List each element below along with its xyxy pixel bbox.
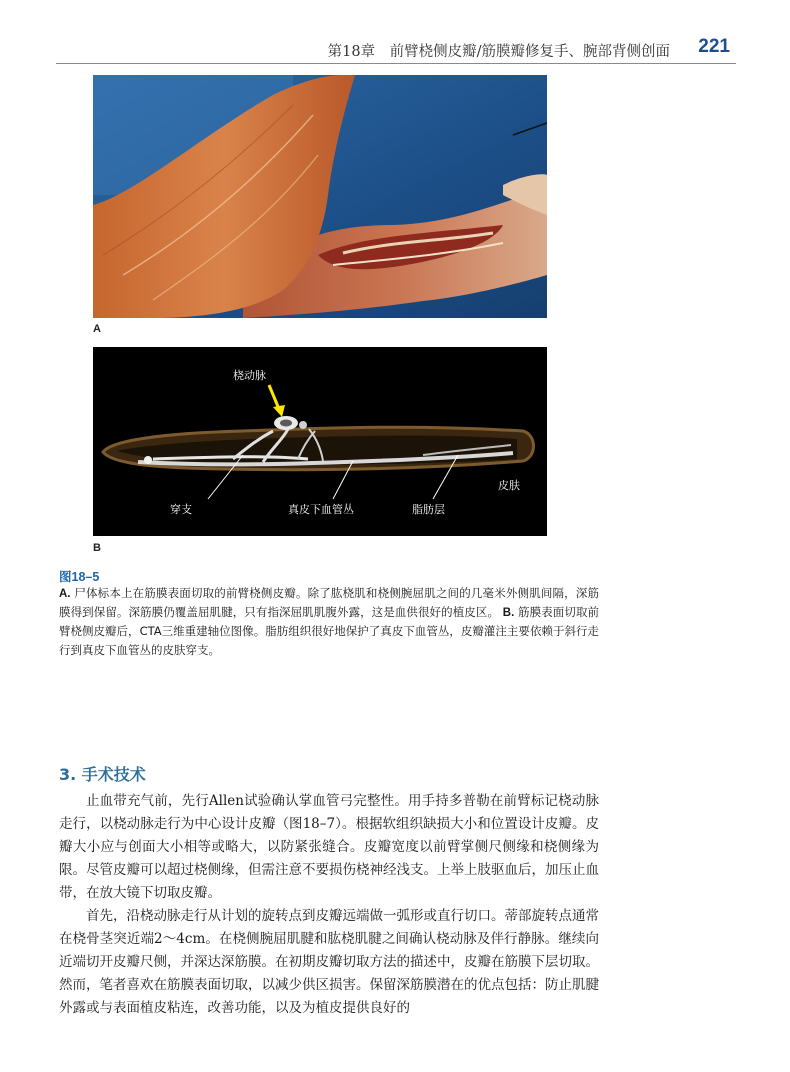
caption-b-letter: B. [502,607,515,620]
page-number: 221 [698,36,730,57]
caption-b-text: 筋膜表面切取前臂桡侧皮瓣后，CTA三维重建轴位图像。脂肪组织很好地保护了真皮下血管丛，皮瓣灌注主要依赖于斜行走行到真皮下血管丛的皮肤穿支。 [59,605,600,657]
label-subdermal-plexus: 真皮下血管丛 [288,503,354,516]
caption-a-text: 尸体标本上在筋膜表面切取的前臂桡侧皮瓣。除了肱桡肌和桡侧腕屈肌之间的几毫米外侧肌间隔，深筋膜得到保留。深筋膜仍覆盖屈肌腱，只有指深屈肌肌腹外露，这是血供很好的植皮区。 [59,586,600,620]
figure-caption-id: 图18–5 [59,570,100,584]
label-fat-layer: 脂肪层 [412,503,445,516]
cadaver-forearm-photo [93,75,547,318]
panel-a-letter: A [93,323,101,335]
label-radial-artery: 桡动脉 [233,369,266,382]
running-header [56,34,736,64]
figure-a-photo [93,75,547,318]
header-rule [56,63,736,64]
label-perforator: 穿支 [170,503,192,516]
chapter-title: 第18章 前臂桡侧皮瓣/筋膜瓣修复手、腕部背侧创面 [327,44,670,60]
panel-b-letter: B [93,542,101,554]
figure-b-cta-image [93,347,547,536]
section-heading: 3. 手术技术 [59,765,146,784]
label-skin: 皮肤 [498,479,520,492]
body-paragraph-2: 首先，沿桡动脉走行从计划的旋转点到皮瓣远端做一弧形或直行切口。蒂部旋转点通常在桡骨茎突近端2～4cm。在桡侧腕屈肌腱和肱桡肌腱之间确认桡动脉及伴行静脉。继续向近端切开皮瓣尺侧，并深达深筋膜。在初期皮瓣切取方法的描述中，皮瓣在筋膜下层切取。然而，笔者喜欢在筋膜表面切取，以减少供区损害。保留深筋膜潜在的优点包括：防止肌腱外露或与表面植皮粘连，改善功能，以及为植皮提供良好的 [59,908,599,1016]
figure-caption [59,584,599,659]
body-paragraph-1: 止血带充气前，先行Allen试验确认掌血管弓完整性。用手持多普勒在前臂标记桡动脉走行，以桡动脉走行为中心设计皮瓣（图18–7）。根据软组织缺损大小和位置设计皮瓣。皮瓣大小应与创面大小相等或略大，以防紧张缝合。皮瓣宽度以前臂掌侧尺侧缘和桡侧缘为限。尽管皮瓣可以超过桡侧缘，但需注意不要损伤桡神经浅支。上举上肢驱血后，加压止血带，在放大镜下切取皮瓣。 [59,793,599,901]
caption-a-letter: A. [59,588,71,600]
